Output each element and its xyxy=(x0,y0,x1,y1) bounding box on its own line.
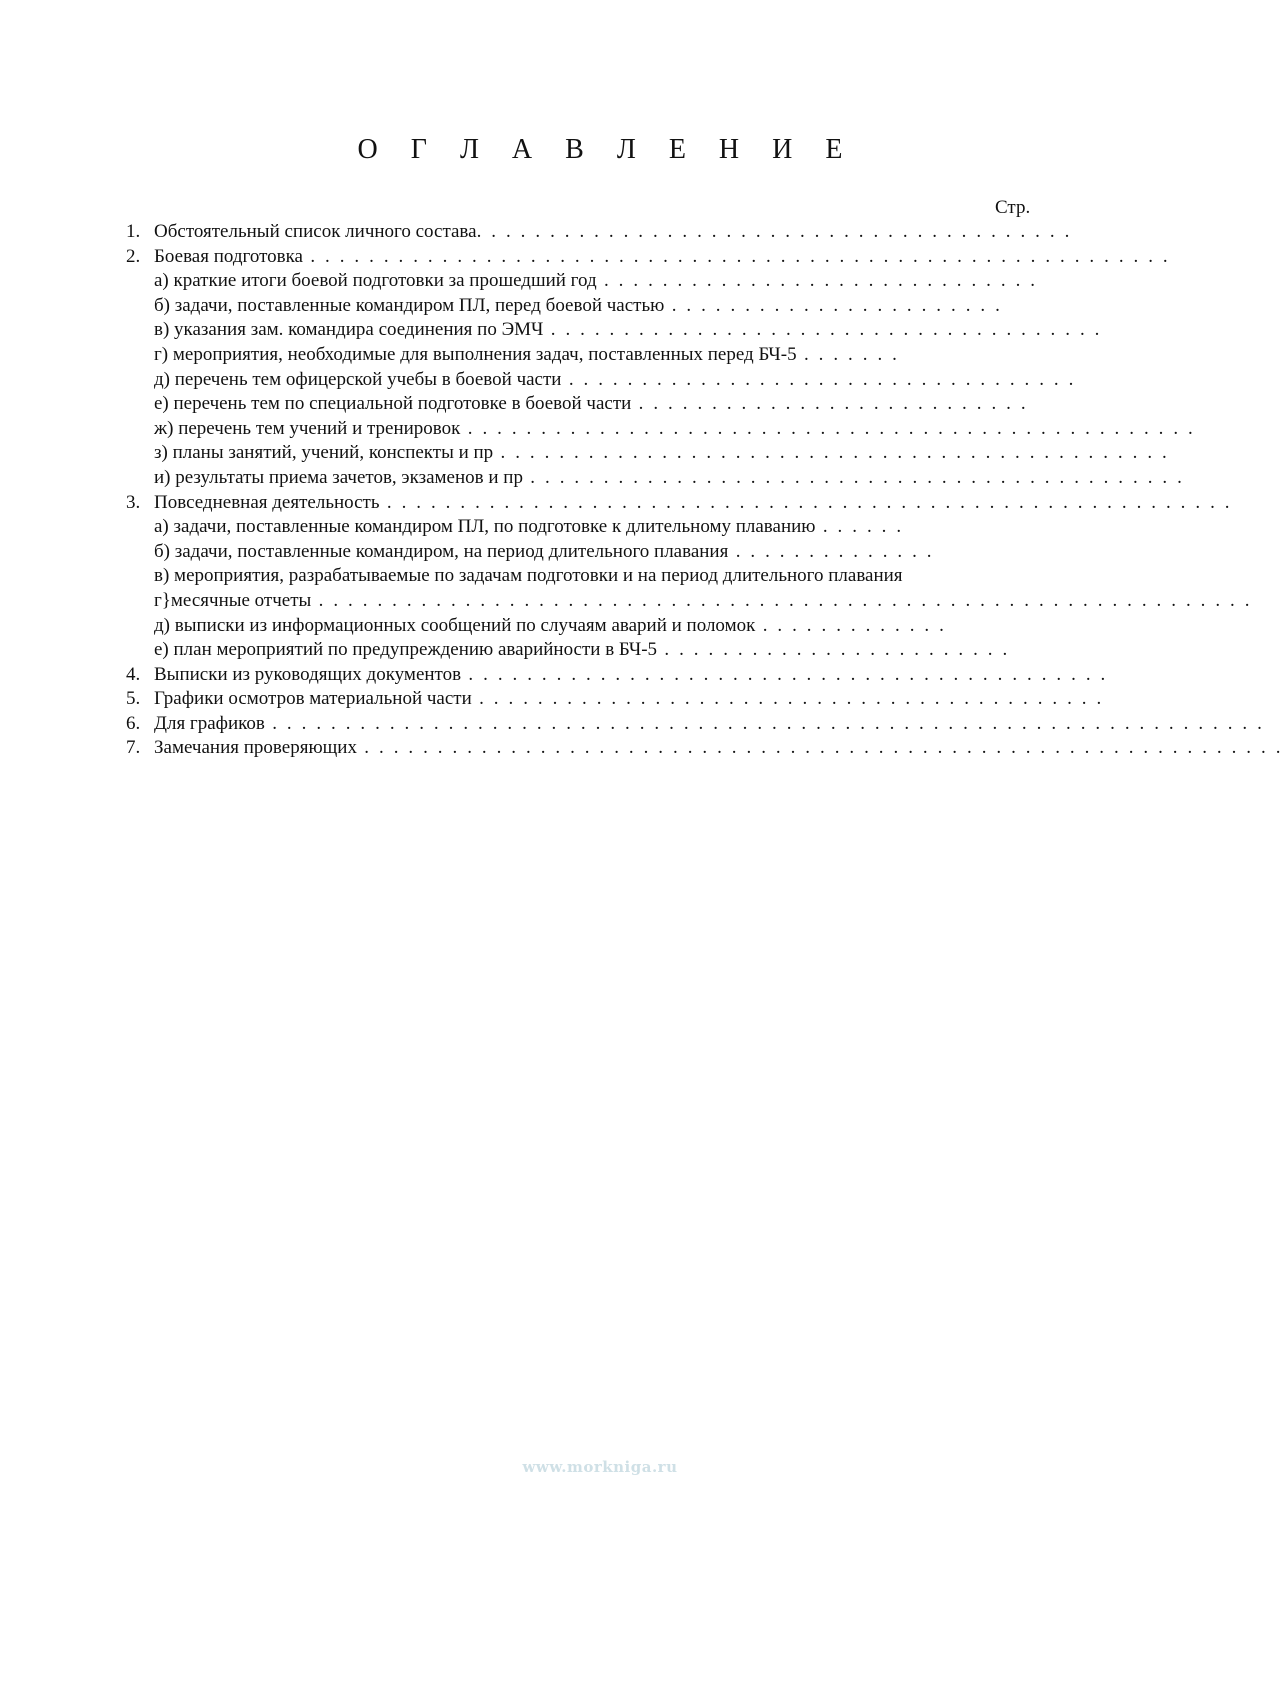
toc-subitem xyxy=(126,466,1185,491)
toc-item-text: б) задачи, поставленные командиром, на период длительного плавания xyxy=(154,540,729,562)
toc-item-text: в) указания зам. командира соединения по ЭМЧ xyxy=(154,319,544,341)
toc-item-number: 3. xyxy=(126,491,141,513)
toc-leader-dots: . . . . . . . . . . . . . . . . . . . . . . . . . . . . . . . . . . . . . . . . . . . . . . . . . . . . . . . . . . xyxy=(379,491,1233,513)
toc-subitem xyxy=(126,392,1029,417)
toc-subitem xyxy=(126,343,1012,368)
toc-item-text: Графики осмотров материальной части xyxy=(154,688,472,710)
toc-item xyxy=(126,245,1171,270)
toc-item-text: д) перечень тем офицерской учебы в боевой части xyxy=(154,368,562,390)
toc-subitem xyxy=(126,417,1196,442)
toc-subitem xyxy=(126,564,1054,589)
toc-subitem xyxy=(126,540,1012,565)
toc-item-number: 4. xyxy=(126,663,141,685)
toc-subitem xyxy=(126,441,1170,466)
toc-leader-dots: . . . . . . . xyxy=(796,343,900,365)
toc-item-text: а) задачи, поставленные командиром ПЛ, по подготовке к длительному плаванию xyxy=(154,516,816,538)
toc-item-text: Для графиков xyxy=(154,712,265,734)
toc-leader-dots: . . . . . . . . . . . . . xyxy=(755,614,947,636)
toc-item-number: 6. xyxy=(126,712,141,734)
toc-subitem xyxy=(126,638,1012,663)
toc-leader-dots: . . . . . . . . . . . . . . . . . . . . . . . . xyxy=(657,639,1010,661)
toc-leader-dots: . . . . . . . . . . . . . . . . . . . . . . . . . . . . . . . . . . . . . . . . . . . . . . . . . . . . . . . . . . . xyxy=(302,245,1171,267)
toc-leader-dots: . . . . . . . . . . . . . . . . . . . . . . . . . . . . . . . . . . . . . . . . . . . . . xyxy=(522,466,1185,488)
toc-item xyxy=(126,736,1283,761)
toc-leader-dots: . . . . . . . . . . . . . . . . . . . . . . . . . . . . . . . . . . . . . . . . . . . . . . . . . . . . . . . . . . . . . . . . . . . . xyxy=(264,712,1265,734)
toc-leader-dots: . . . . . . . . . . . . . . . . . . . . . . . . . . . xyxy=(631,393,1029,415)
toc-leader-dots: . . . . . . . . . . . . . . . . . . . . . . . xyxy=(664,294,1003,316)
toc-item-text: е) перечень тем по специальной подготовке в боевой части xyxy=(154,393,632,415)
toc-item-text: в) мероприятия, разрабатываемые по задачам подготовки и на период длительного плавания xyxy=(154,565,903,587)
toc-item-number: 1. xyxy=(126,221,141,242)
toc-item xyxy=(126,712,1265,737)
toc-leader-dots: . . . . . . xyxy=(815,516,904,538)
toc-item-text: г) мероприятия, необходимые для выполнения задач, поставленных перед БЧ-5 xyxy=(154,343,797,365)
toc-item xyxy=(126,491,1233,516)
toc-item-text: Боевая подготовка xyxy=(154,245,303,267)
toc-leader-dots: . . . . . . . . . . . . . . . . . . . . . . . . . . . . . . . . . . . . . . . . . xyxy=(476,221,1072,242)
toc-item-text: ж) перечень тем учений и тренировок xyxy=(154,417,461,439)
toc-subitem xyxy=(126,515,1012,540)
page-title: О Г Л А В Л Е Н И Е xyxy=(357,134,856,165)
toc-leader-dots: . . . . . . . . . . . . . . . . . . . . . . . . . . . . . . . . . . . . . . . . . . . . xyxy=(461,663,1108,685)
toc-item-text: Выписки из руководящих документов xyxy=(154,663,462,685)
toc-item-text: е) план мероприятий по предупреждению аварийности в БЧ-5 xyxy=(154,639,658,661)
toc-item-number: 2. xyxy=(126,245,141,267)
toc-leader-dots: . . . . . . . . . . . . . . . . . . . . . . . . . . . . . . . . . . . . . . xyxy=(543,319,1102,341)
watermark: www.morkniga.ru xyxy=(522,1458,678,1476)
toc-item-text: Замечания проверяющих xyxy=(154,737,357,759)
toc-leader-dots: . . . . . . . . . . . . . . . . . . . . . . . . . . . . . . . . . . . . . . . . . . . . . . . . . . xyxy=(460,417,1196,439)
toc-item xyxy=(126,220,1072,245)
toc-item-text: а) краткие итоги боевой подготовки за прошедший год xyxy=(154,270,597,292)
toc-item xyxy=(126,687,1104,712)
toc-item-text: г}месячные отчеты xyxy=(154,589,312,611)
page-number-column-label: Стр. xyxy=(995,197,1031,218)
toc-subitem xyxy=(126,318,1102,343)
toc-item-number: 5. xyxy=(126,688,141,710)
toc-leader-dots: . . . . . . . . . . . . . . . . . . . . . . . . . . . . . . . . . . . . . . . . . . . . . . xyxy=(493,442,1170,464)
toc-subitem xyxy=(126,614,1012,639)
toc-subitem xyxy=(126,294,1012,319)
toc-item-text: з) планы занятий, учений, конспекты и пр xyxy=(154,442,494,464)
toc-item-text: б) задачи, поставленные командиром ПЛ, перед боевой частью xyxy=(154,294,665,316)
toc-leader-dots: . . . . . . . . . . . . . . . . . . . . . . . . . . . . . . . . . . . . . . . . . . . . . . . . . . . . . . . . . . . . . . . . xyxy=(311,589,1253,611)
toc-item-text: и) результаты приема зачетов, экзаменов и пр xyxy=(154,466,523,488)
toc-item-number: 7. xyxy=(126,737,141,759)
toc-item-text: Повседневная деятельность xyxy=(154,491,380,513)
toc-item xyxy=(126,663,1108,688)
toc-item-text: Обстоятельный список личного состава xyxy=(154,221,477,242)
table-of-contents xyxy=(126,220,1283,761)
toc-item-text: д) выписки из информационных сообщений по случаям аварий и поломок xyxy=(154,614,756,636)
toc-leader-dots: . . . . . . . . . . . . . . . . . . . . . . . . . . . . . . . . . . . . . . . . . . . xyxy=(471,688,1104,710)
toc-leader-dots: . . . . . . . . . . . . . . . . . . . . . . . . . . . . . . xyxy=(596,270,1038,292)
toc-subitem xyxy=(126,368,1076,393)
toc-leader-dots: . . . . . . . . . . . . . . xyxy=(728,540,935,562)
toc-subitem xyxy=(126,269,1038,294)
toc-leader-dots: . . . . . . . . . . . . . . . . . . . . . . . . . . . . . . . . . . . xyxy=(561,368,1076,390)
toc-subitem xyxy=(126,589,1253,614)
toc-leader-dots: . . . . . . . . . . . . . . . . . . . . . . . . . . . . . . . . . . . . . . . . . . . . . . . . . . . . . . . . . . . . . . . xyxy=(356,737,1283,759)
